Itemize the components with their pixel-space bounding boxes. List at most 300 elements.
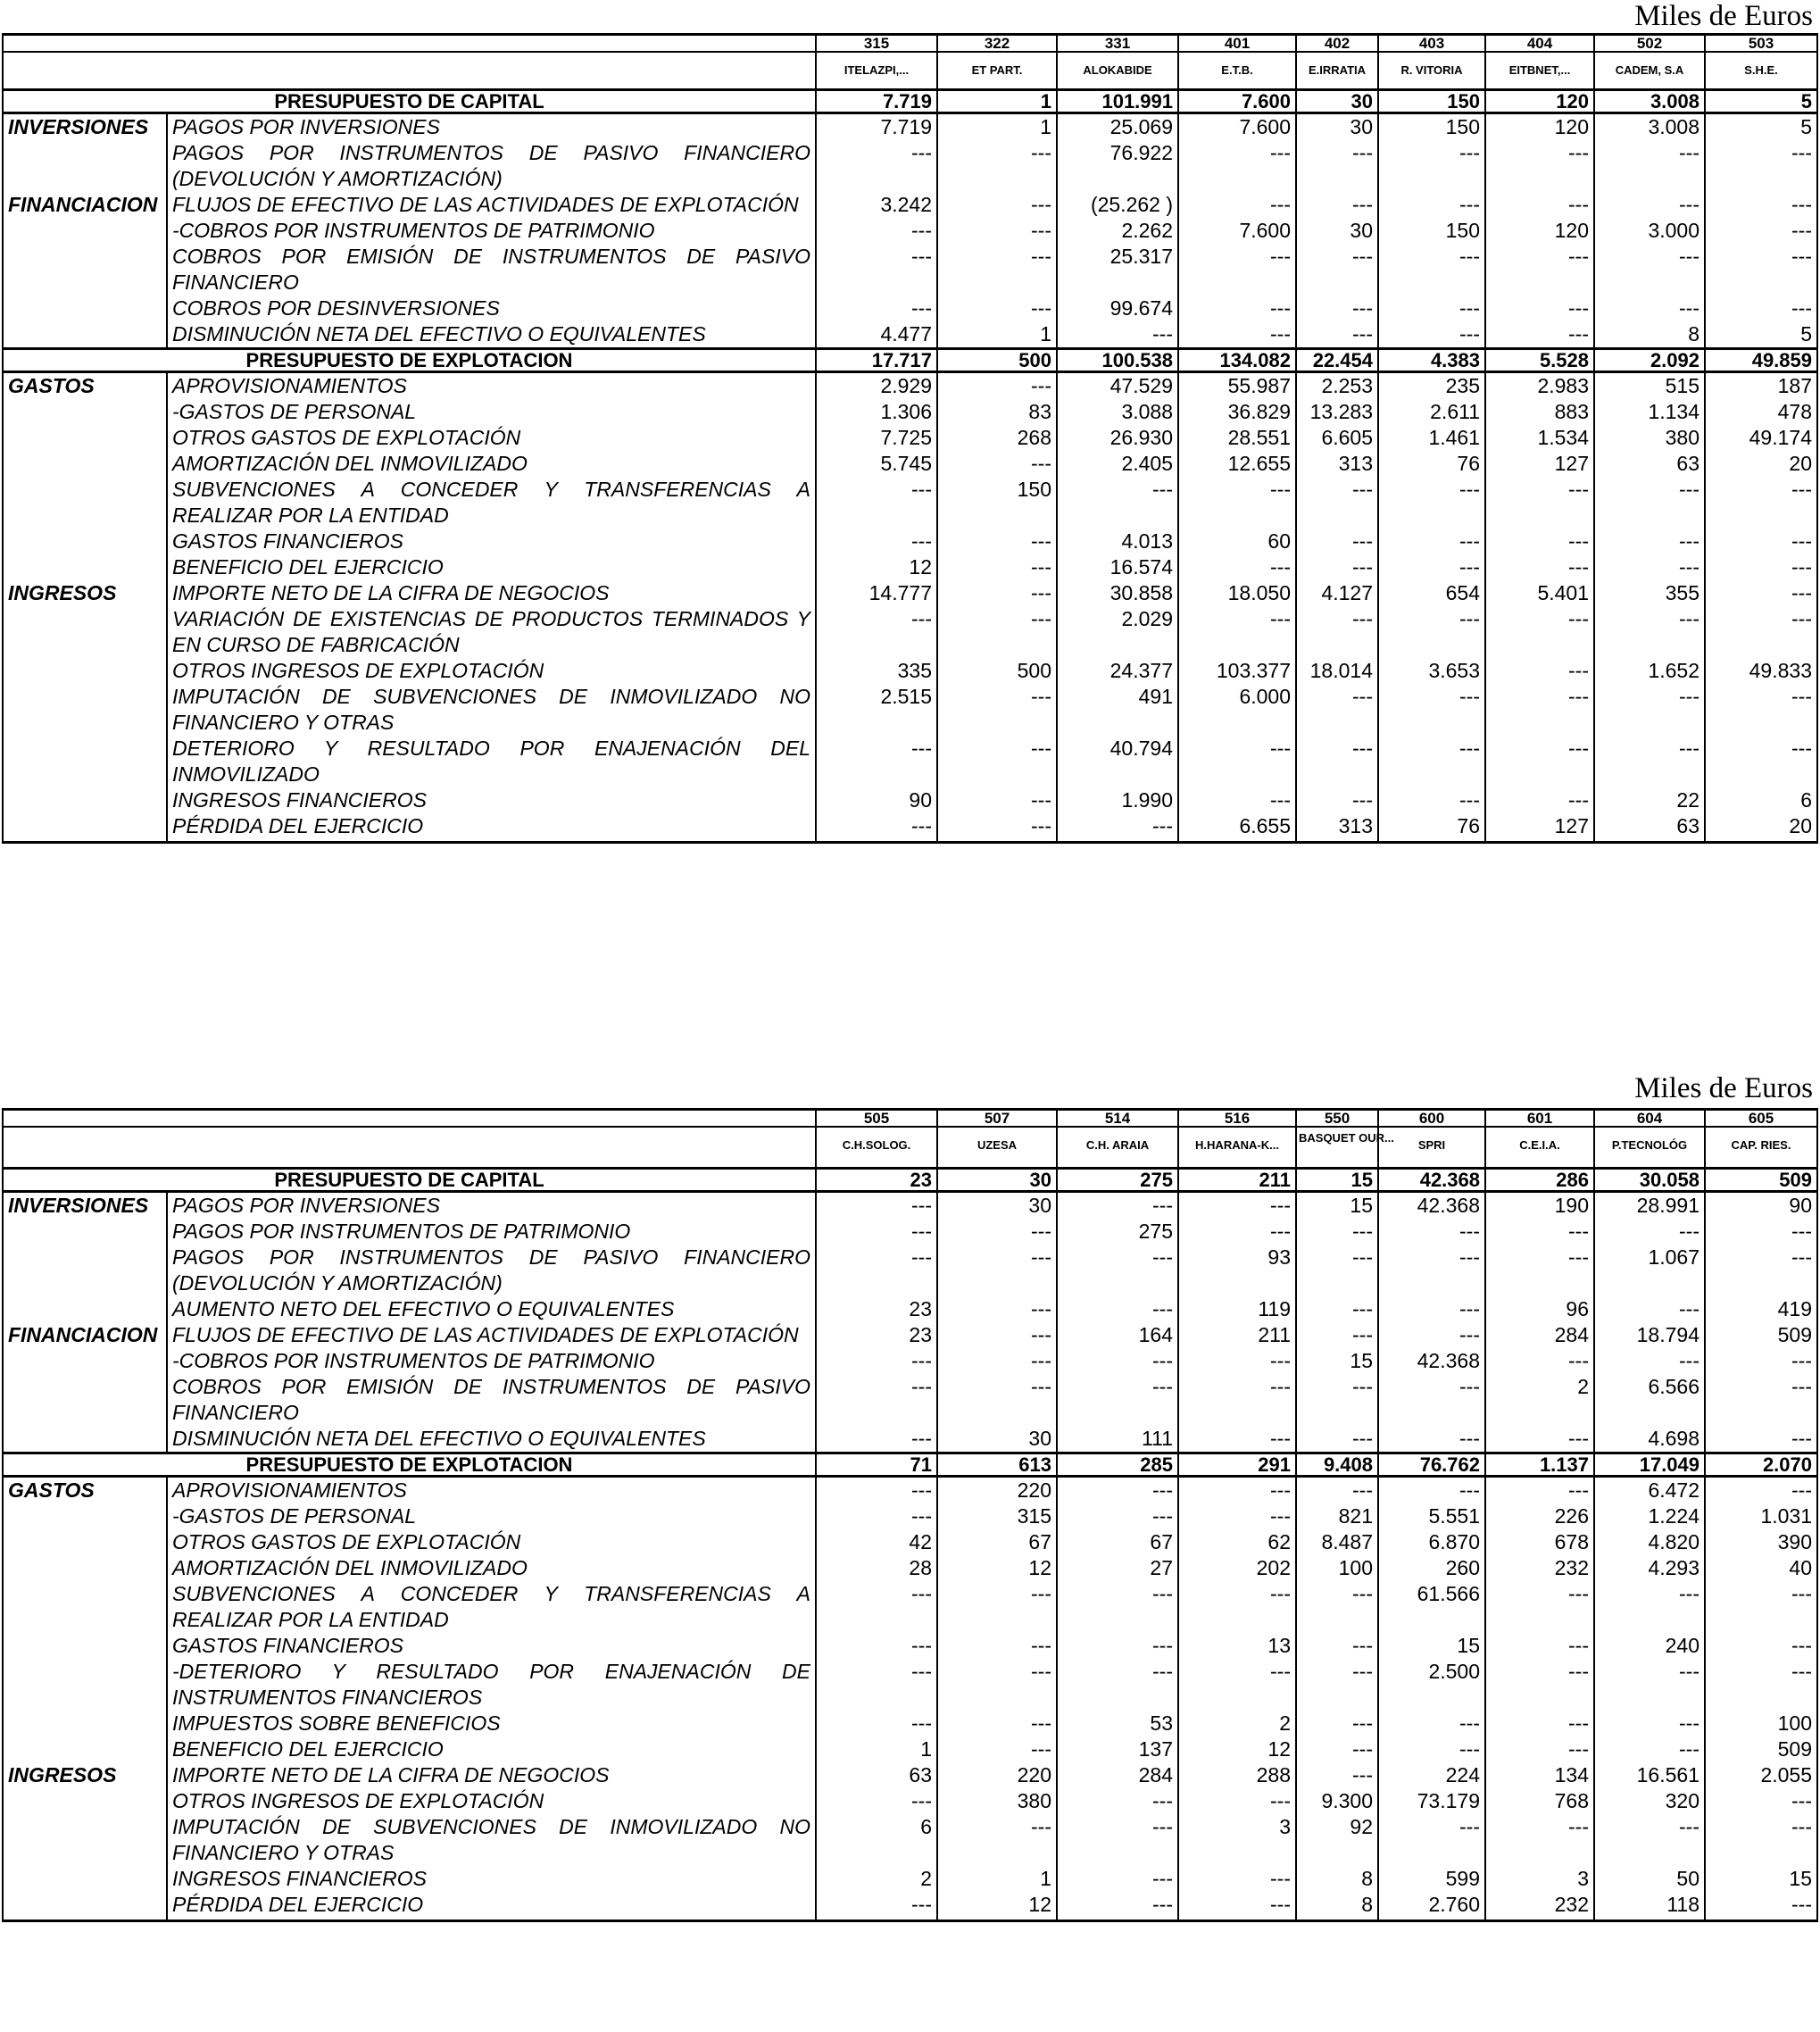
row-label: SUBVENCIONES A CONCEDER Y TRANSFERENCIAS A REALIZAR POR LA ENTIDAD — [167, 1581, 816, 1633]
section-label — [3, 1555, 167, 1581]
row-value: --- — [1705, 1426, 1817, 1453]
row-value: 883 — [1485, 399, 1594, 425]
entity-name: S.H.E. — [1705, 52, 1817, 90]
row-value: --- — [816, 1348, 937, 1374]
header-blank — [3, 35, 816, 53]
row-label: IMPORTE NETO DE LA CIFRA DE NEGOCIOS — [167, 580, 816, 606]
row-value: --- — [1485, 529, 1594, 554]
row-value: 27 — [1057, 1555, 1178, 1581]
row-label: PAGOS POR INSTRUMENTOS DE PASIVO FINANCIERO (DEVOLUCIÓN Y AMORTIZACIÓN) — [167, 140, 816, 192]
total-value: 49.859 — [1705, 349, 1817, 372]
row-value: --- — [937, 192, 1057, 218]
row-value: --- — [816, 1503, 937, 1529]
total-value: 76.762 — [1378, 1453, 1485, 1477]
table-row — [3, 1503, 1817, 1529]
table-row — [3, 684, 1817, 736]
row-value: 90 — [816, 787, 937, 813]
row-value: 16.574 — [1057, 554, 1178, 580]
row-value: --- — [1485, 1348, 1594, 1374]
row-value: 226 — [1485, 1503, 1594, 1529]
row-value: --- — [1485, 244, 1594, 296]
section-label: INVERSIONES — [3, 113, 167, 141]
row-value: --- — [1378, 1711, 1485, 1736]
total-value: 7.600 — [1178, 90, 1296, 113]
row-value: --- — [1057, 1192, 1178, 1220]
row-value: --- — [1594, 684, 1705, 736]
row-value: 1 — [816, 1736, 937, 1762]
row-value: --- — [937, 1581, 1057, 1633]
row-value: 28 — [816, 1555, 937, 1581]
row-value: 240 — [1594, 1633, 1705, 1659]
table-row — [3, 477, 1817, 529]
row-value: 2.929 — [816, 372, 937, 400]
section-label — [3, 1219, 167, 1245]
header-blank — [3, 1110, 816, 1128]
row-value: --- — [1594, 1814, 1705, 1866]
row-value: 76 — [1378, 813, 1485, 843]
row-value: --- — [1296, 192, 1378, 218]
table-row — [3, 580, 1817, 606]
row-value: --- — [816, 529, 937, 554]
row-value: 13 — [1178, 1633, 1296, 1659]
row-value: 1.306 — [816, 399, 937, 425]
row-value: --- — [1594, 192, 1705, 218]
row-value: --- — [1705, 1633, 1817, 1659]
row-value: 118 — [1594, 1892, 1705, 1921]
row-value: --- — [1594, 529, 1705, 554]
row-value: 20 — [1705, 451, 1817, 477]
row-value: --- — [816, 1219, 937, 1245]
section-label: INGRESOS — [3, 1762, 167, 1788]
row-value: 768 — [1485, 1788, 1594, 1814]
table-row — [3, 372, 1817, 400]
row-value: 63 — [816, 1762, 937, 1788]
row-value: --- — [1705, 1477, 1817, 1504]
table-row — [3, 1322, 1817, 1348]
row-value: --- — [937, 372, 1057, 400]
row-value: --- — [937, 1348, 1057, 1374]
row-value: --- — [1705, 1245, 1817, 1296]
row-value: --- — [1378, 606, 1485, 658]
row-value: 63 — [1594, 813, 1705, 843]
row-value: --- — [1485, 1219, 1594, 1245]
entity-name: C.H.SOLOG. — [816, 1127, 937, 1169]
row-value: --- — [1485, 736, 1594, 787]
section-label — [3, 1814, 167, 1866]
row-value: --- — [816, 1581, 937, 1633]
row-value: 1.990 — [1057, 787, 1178, 813]
section-label — [3, 1633, 167, 1659]
entity-code: 503 — [1705, 35, 1817, 53]
row-value: --- — [816, 1374, 937, 1426]
row-label: BENEFICIO DEL EJERCICIO — [167, 1736, 816, 1762]
row-value: 40.794 — [1057, 736, 1178, 787]
row-value: --- — [1705, 192, 1817, 218]
row-value: --- — [1178, 606, 1296, 658]
row-value: --- — [1705, 296, 1817, 321]
row-label: -COBROS POR INSTRUMENTOS DE PATRIMONIO — [167, 1348, 816, 1374]
row-value: 2.029 — [1057, 606, 1178, 658]
table-row — [3, 658, 1817, 684]
header-blank — [3, 1127, 816, 1169]
row-value: --- — [1378, 1426, 1485, 1453]
section-label: GASTOS — [3, 372, 167, 400]
row-value: --- — [816, 606, 937, 658]
table-row — [3, 813, 1817, 843]
units-label-bottom: Miles de Euros — [1634, 1072, 1813, 1104]
entity-code: 402 — [1296, 35, 1378, 53]
row-value: 42.368 — [1378, 1192, 1485, 1220]
entity-code: 514 — [1057, 1110, 1178, 1128]
row-value: 335 — [816, 658, 937, 684]
row-label: COBROS POR DESINVERSIONES — [167, 296, 816, 321]
row-value: 15 — [1296, 1192, 1378, 1220]
row-value: --- — [1057, 1503, 1178, 1529]
row-value: 3.000 — [1594, 218, 1705, 244]
row-value: --- — [1485, 787, 1594, 813]
table-row — [3, 321, 1817, 349]
row-value: 9.300 — [1296, 1788, 1378, 1814]
row-value: --- — [937, 787, 1057, 813]
row-value: 380 — [937, 1788, 1057, 1814]
row-label: INGRESOS FINANCIEROS — [167, 787, 816, 813]
row-value: --- — [1705, 736, 1817, 787]
entity-code: 315 — [816, 35, 937, 53]
row-value: 187 — [1705, 372, 1817, 400]
header-codes-row — [3, 35, 1817, 53]
row-value: --- — [1178, 477, 1296, 529]
total-value: 3.008 — [1594, 90, 1705, 113]
row-value: 119 — [1178, 1296, 1296, 1322]
row-value: --- — [1705, 606, 1817, 658]
row-value: 1.067 — [1594, 1245, 1705, 1296]
row-value: --- — [1057, 1374, 1178, 1426]
entity-code: 604 — [1594, 1110, 1705, 1128]
section-label — [3, 736, 167, 787]
row-value: --- — [1378, 1245, 1485, 1296]
table-row — [3, 192, 1817, 218]
section-label — [3, 658, 167, 684]
table-row — [3, 1814, 1817, 1866]
section-label — [3, 1711, 167, 1736]
row-value: --- — [1378, 1477, 1485, 1504]
row-value: --- — [1057, 321, 1178, 349]
row-value: 93 — [1178, 1245, 1296, 1296]
row-value: --- — [1594, 736, 1705, 787]
row-value: --- — [1057, 1477, 1178, 1504]
total-value: 17.049 — [1594, 1453, 1705, 1477]
table-row — [3, 1245, 1817, 1296]
row-label: -DETERIORO Y RESULTADO POR ENAJENACIÓN DE INSTRUMENTOS FINANCIEROS — [167, 1659, 816, 1711]
row-value: --- — [1378, 1322, 1485, 1348]
row-value: 220 — [937, 1477, 1057, 1504]
row-value: 1.224 — [1594, 1503, 1705, 1529]
row-value: --- — [1296, 1426, 1378, 1453]
row-label: INGRESOS FINANCIEROS — [167, 1866, 816, 1892]
table-row — [3, 218, 1817, 244]
row-value: --- — [1485, 684, 1594, 736]
total-value: 30 — [1296, 90, 1378, 113]
row-value: 4.293 — [1594, 1555, 1705, 1581]
section-label — [3, 1426, 167, 1453]
row-value: --- — [1705, 1374, 1817, 1426]
row-value: --- — [1057, 1296, 1178, 1322]
row-label: AMORTIZACIÓN DEL INMOVILIZADO — [167, 1555, 816, 1581]
section-label — [3, 1788, 167, 1814]
row-value: --- — [1178, 1477, 1296, 1504]
section-label — [3, 477, 167, 529]
entity-name: H.HARANA-K... — [1178, 1127, 1296, 1169]
section-label — [3, 1736, 167, 1762]
row-value: 12 — [937, 1555, 1057, 1581]
row-value: --- — [1178, 1374, 1296, 1426]
table-row — [3, 736, 1817, 787]
total-value: 211 — [1178, 1169, 1296, 1192]
row-value: 5.745 — [816, 451, 937, 477]
row-value: --- — [1485, 140, 1594, 192]
entity-name: ET PART. — [937, 52, 1057, 90]
row-value: --- — [1378, 1219, 1485, 1245]
row-value: 30 — [1296, 218, 1378, 244]
row-value: 232 — [1485, 1892, 1594, 1921]
row-value: --- — [1594, 477, 1705, 529]
section-label — [3, 1503, 167, 1529]
row-value: 1.652 — [1594, 658, 1705, 684]
total-value: 1.137 — [1485, 1453, 1594, 1477]
row-value: --- — [1485, 1736, 1594, 1762]
entity-code: 601 — [1485, 1110, 1594, 1128]
row-value: --- — [1296, 1711, 1378, 1736]
table-row — [3, 1477, 1817, 1504]
row-label: OTROS GASTOS DE EXPLOTACIÓN — [167, 425, 816, 451]
row-value: --- — [816, 140, 937, 192]
total-value: 4.383 — [1378, 349, 1485, 372]
row-value: 76.922 — [1057, 140, 1178, 192]
row-value: --- — [1378, 296, 1485, 321]
row-value: --- — [1485, 658, 1594, 684]
row-value: 5 — [1705, 113, 1817, 141]
row-value: 260 — [1378, 1555, 1485, 1581]
row-value: --- — [937, 1219, 1057, 1245]
row-value: --- — [1296, 606, 1378, 658]
row-label: APROVISIONAMIENTOS — [167, 372, 816, 400]
row-value: --- — [1378, 244, 1485, 296]
row-value: 8 — [1296, 1866, 1378, 1892]
total-value: 1 — [937, 90, 1057, 113]
row-value: 25.317 — [1057, 244, 1178, 296]
row-value: 100 — [1705, 1711, 1817, 1736]
section-label — [3, 554, 167, 580]
row-value: 509 — [1705, 1322, 1817, 1348]
row-value: 61.566 — [1378, 1581, 1485, 1633]
section-title: PRESUPUESTO DE EXPLOTACION — [3, 349, 816, 372]
row-value: 1.534 — [1485, 425, 1594, 451]
row-value: --- — [937, 1322, 1057, 1348]
row-label: IMPUTACIÓN DE SUBVENCIONES DE INMOVILIZADO NO FINANCIERO Y OTRAS — [167, 1814, 816, 1866]
row-value: --- — [937, 554, 1057, 580]
section-label: INGRESOS — [3, 580, 167, 606]
row-value: --- — [1178, 244, 1296, 296]
row-value: --- — [1485, 321, 1594, 349]
total-value: 613 — [937, 1453, 1057, 1477]
total-value: 42.368 — [1378, 1169, 1485, 1192]
row-value: 2.405 — [1057, 451, 1178, 477]
entity-name: CADEM, S.A — [1594, 52, 1705, 90]
row-value: --- — [1378, 736, 1485, 787]
total-value: 71 — [816, 1453, 937, 1477]
row-value: 284 — [1485, 1322, 1594, 1348]
entity-name: ITELAZPI,... — [816, 52, 937, 90]
table-row — [3, 1711, 1817, 1736]
row-value: 315 — [937, 1503, 1057, 1529]
row-value: --- — [1178, 296, 1296, 321]
section-label — [3, 529, 167, 554]
row-value: --- — [1485, 554, 1594, 580]
header-blank — [3, 52, 816, 90]
budget-table-2 — [2, 1108, 1818, 1922]
row-value: --- — [1057, 1814, 1178, 1866]
row-label: FLUJOS DE EFECTIVO DE LAS ACTIVIDADES DE EXPLOTACIÓN — [167, 192, 816, 218]
total-value: 291 — [1178, 1453, 1296, 1477]
row-value: 42.368 — [1378, 1348, 1485, 1374]
row-value: 127 — [1485, 451, 1594, 477]
row-value: 275 — [1057, 1219, 1178, 1245]
entity-name: C.E.I.A. — [1485, 1127, 1594, 1169]
row-label: -COBROS POR INSTRUMENTOS DE PATRIMONIO — [167, 218, 816, 244]
row-value: --- — [1378, 192, 1485, 218]
row-label: GASTOS FINANCIEROS — [167, 1633, 816, 1659]
row-value: --- — [1296, 1659, 1378, 1711]
row-value: --- — [1057, 813, 1178, 843]
row-label: IMPUTACIÓN DE SUBVENCIONES DE INMOVILIZADO NO FINANCIERO Y OTRAS — [167, 684, 816, 736]
row-value: 1.134 — [1594, 399, 1705, 425]
row-value: 1 — [937, 321, 1057, 349]
row-value: 47.529 — [1057, 372, 1178, 400]
entity-code: 401 — [1178, 35, 1296, 53]
row-value: 491 — [1057, 684, 1178, 736]
row-value: 654 — [1378, 580, 1485, 606]
section-label — [3, 813, 167, 843]
row-value: 3.653 — [1378, 658, 1485, 684]
row-value: --- — [1594, 1219, 1705, 1245]
row-value: 1 — [937, 113, 1057, 141]
row-value: --- — [1178, 1219, 1296, 1245]
row-value: --- — [1057, 1581, 1178, 1633]
row-label: BENEFICIO DEL EJERCICIO — [167, 554, 816, 580]
row-value: --- — [816, 244, 937, 296]
row-value: 49.174 — [1705, 425, 1817, 451]
row-value: --- — [1594, 1659, 1705, 1711]
row-value: 150 — [1378, 218, 1485, 244]
row-value: 14.777 — [816, 580, 937, 606]
total-value: 7.719 — [816, 90, 937, 113]
section-title: PRESUPUESTO DE CAPITAL — [3, 1169, 816, 1192]
row-value: 509 — [1705, 1736, 1817, 1762]
row-value: 2.500 — [1378, 1659, 1485, 1711]
section-label — [3, 1374, 167, 1426]
row-value: --- — [1705, 684, 1817, 736]
row-value: 30 — [937, 1192, 1057, 1220]
row-value: --- — [1178, 736, 1296, 787]
row-value: 30.858 — [1057, 580, 1178, 606]
table-row — [3, 113, 1817, 141]
table-row — [3, 1788, 1817, 1814]
row-value: 390 — [1705, 1529, 1817, 1555]
row-value: --- — [937, 736, 1057, 787]
row-value: 821 — [1296, 1503, 1378, 1529]
row-value: 678 — [1485, 1529, 1594, 1555]
row-value: --- — [1485, 1426, 1594, 1453]
row-value: 7.600 — [1178, 113, 1296, 141]
row-value: --- — [1705, 554, 1817, 580]
row-value: 6.566 — [1594, 1374, 1705, 1426]
row-value: --- — [816, 218, 937, 244]
row-label: PÉRDIDA DEL EJERCICIO — [167, 813, 816, 843]
table-row — [3, 1633, 1817, 1659]
section-label — [3, 787, 167, 813]
entity-code: 550 — [1296, 1110, 1378, 1128]
total-value: 101.991 — [1057, 90, 1178, 113]
section-label — [3, 1659, 167, 1711]
section-label — [3, 1348, 167, 1374]
row-value: 16.561 — [1594, 1762, 1705, 1788]
row-label: SUBVENCIONES A CONCEDER Y TRANSFERENCIAS A REALIZAR POR LA ENTIDAD — [167, 477, 816, 529]
section-label: INVERSIONES — [3, 1192, 167, 1220]
row-value: --- — [1178, 321, 1296, 349]
row-value: 134 — [1485, 1762, 1594, 1788]
row-value: --- — [1594, 1581, 1705, 1633]
row-value: --- — [1296, 736, 1378, 787]
row-value: 232 — [1485, 1555, 1594, 1581]
row-value: --- — [1705, 218, 1817, 244]
row-value: 8 — [1594, 321, 1705, 349]
row-value: --- — [1178, 1426, 1296, 1453]
row-value: --- — [1705, 1814, 1817, 1866]
row-value: 478 — [1705, 399, 1817, 425]
row-value: --- — [1296, 1374, 1378, 1426]
row-value: 18.014 — [1296, 658, 1378, 684]
row-value: --- — [1705, 1348, 1817, 1374]
header-names-row — [3, 1127, 1817, 1169]
row-value: --- — [1057, 1633, 1178, 1659]
row-value: --- — [1485, 1814, 1594, 1866]
total-value: 134.082 — [1178, 349, 1296, 372]
row-value: 83 — [937, 399, 1057, 425]
row-value: 4.477 — [816, 321, 937, 349]
section-label — [3, 1245, 167, 1296]
row-value: --- — [1296, 684, 1378, 736]
row-value: --- — [1705, 1219, 1817, 1245]
total-value: 15 — [1296, 1169, 1378, 1192]
row-value: --- — [1378, 321, 1485, 349]
row-value: 90 — [1705, 1192, 1817, 1220]
section-label: FINANCIACION — [3, 192, 167, 218]
row-value: --- — [816, 1192, 937, 1220]
row-value: 202 — [1178, 1555, 1296, 1581]
row-value: 4.820 — [1594, 1529, 1705, 1555]
total-value: 23 — [816, 1169, 937, 1192]
row-value: 55.987 — [1178, 372, 1296, 400]
row-value: --- — [1485, 192, 1594, 218]
row-value: 6 — [816, 1814, 937, 1866]
row-value: --- — [1594, 1296, 1705, 1322]
row-value: --- — [816, 1477, 937, 1504]
row-value: 15 — [1378, 1633, 1485, 1659]
row-label: OTROS INGRESOS DE EXPLOTACIÓN — [167, 1788, 816, 1814]
table-row — [3, 1192, 1817, 1220]
row-value: --- — [1296, 554, 1378, 580]
row-label: DETERIORO Y RESULTADO POR ENAJENACIÓN DEL INMOVILIZADO — [167, 736, 816, 787]
